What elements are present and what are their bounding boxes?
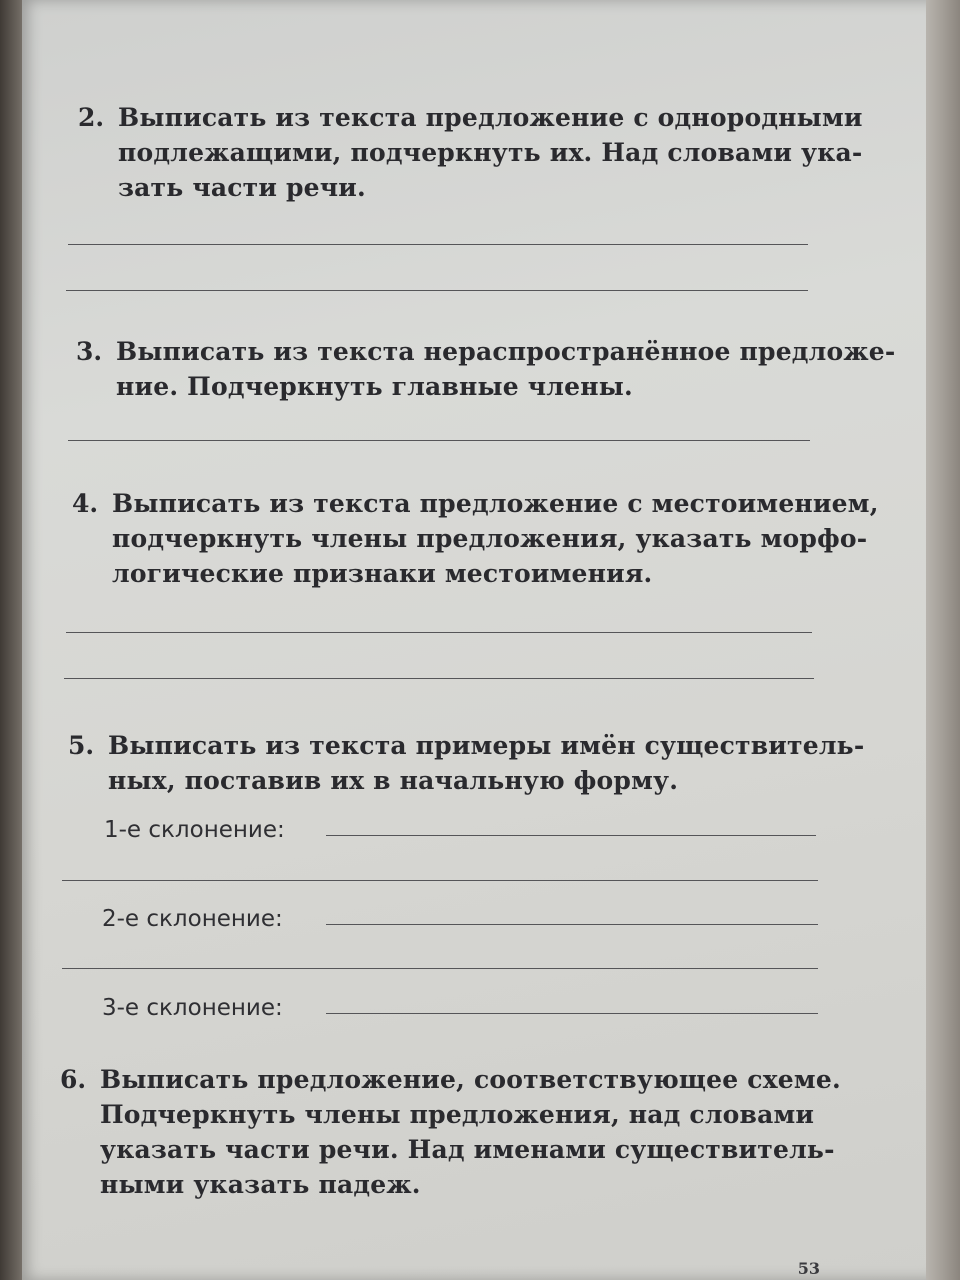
task-line: Выписать из текста нераспространённое предложе- [116, 337, 896, 366]
task-line: указать части речи. Над именами существитель- [100, 1135, 835, 1164]
declension-2-label: 2-е склонение: [102, 906, 283, 932]
declension-3-answer-line[interactable] [326, 1013, 818, 1014]
task-3 [76, 334, 896, 409]
answer-line[interactable] [64, 678, 814, 679]
task-text [118, 100, 863, 205]
task-line: подчеркнуть члены предложения, указать морфо- [112, 524, 868, 553]
task-number: 2. [78, 103, 105, 132]
task-line: Выписать из текста предложение с однородными [118, 103, 863, 132]
declension-2-answer-line[interactable] [326, 924, 818, 925]
task-2 [78, 100, 863, 210]
task-text [100, 1062, 841, 1202]
answer-line[interactable] [62, 880, 818, 881]
task-line: Выписать предложение, соответствующее схеме. [100, 1065, 841, 1094]
task-text [108, 728, 864, 798]
answer-line[interactable] [62, 968, 818, 969]
page-number: 53 [797, 1259, 820, 1278]
answer-line[interactable] [66, 632, 812, 633]
answer-line[interactable] [68, 244, 808, 245]
task-6 [60, 1062, 841, 1212]
task-4 [72, 486, 879, 596]
declension-1-label: 1-е склонение: [104, 817, 285, 843]
answer-line[interactable] [68, 440, 810, 441]
task-text [112, 486, 879, 591]
task-line: зать части речи. [118, 173, 366, 202]
task-line: логические признаки местоимения. [112, 559, 653, 588]
task-text [116, 334, 896, 404]
task-line: Выписать из текста предложение с местоимением, [112, 489, 879, 518]
task-number: 5. [68, 731, 95, 760]
task-line: ных, поставив их в начальную форму. [108, 766, 679, 795]
task-line: Подчеркнуть члены предложения, над словами [100, 1100, 815, 1129]
task-line: Выписать из текста примеры имён существитель- [108, 731, 865, 760]
declension-1-answer-line[interactable] [326, 835, 816, 836]
task-line: ние. Подчеркнуть главные члены. [116, 372, 633, 401]
page-edge [926, 0, 960, 1280]
declension-3-label: 3-е склонение: [102, 995, 283, 1021]
task-number: 6. [60, 1065, 87, 1094]
task-5 [68, 728, 865, 803]
answer-line[interactable] [66, 290, 808, 291]
task-number: 4. [72, 489, 99, 518]
task-line: ными указать падеж. [100, 1170, 421, 1199]
task-number: 3. [76, 337, 103, 366]
task-line: подлежащими, подчеркнуть их. Над словами ука- [118, 138, 863, 167]
